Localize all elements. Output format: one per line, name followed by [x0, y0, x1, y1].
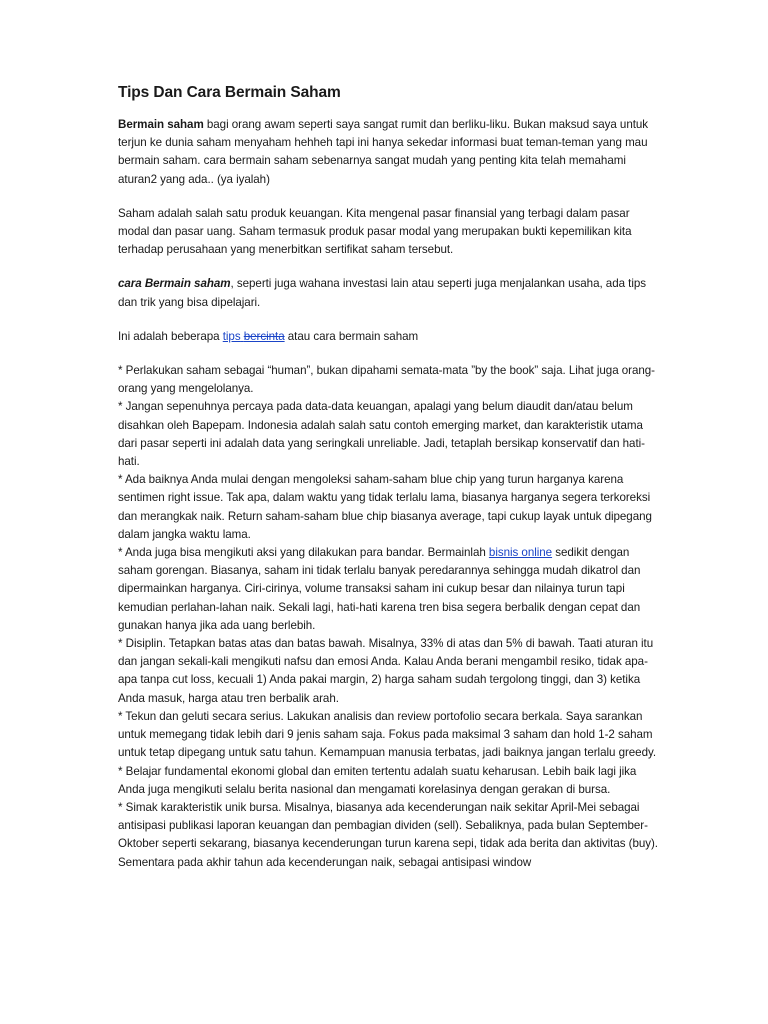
intro-paragraph — [118, 116, 658, 189]
cara-bold-italic: cara Bermain saham — [118, 277, 231, 291]
paragraph-saham: Saham adalah salah satu produk keuangan. Kita mengenal pasar finansial yang terbagi dalam pasar modal dan pasar uang. Saham termasuk produk pasar modal yang merupakan bukti kepemilikan kita terhadap perusahaan yang menerbitkan sertifikat saham tersebut. — [118, 206, 632, 257]
intro-text: bagi orang awam seperti saya sangat rumit dan berliku-liku. Bukan maksud saya untuk terjun ke dunia saham menyaham hehheh tapi ini hanya sekedar informasi buat teman-teman yang mau bermain saham. cara bermain saham sebenarnya sangat mudah yang penting kita telah memahami aturan2 yang ada.. (ya iyalah) — [118, 118, 649, 186]
tip-item-8: * Simak karakteristik unik bursa. Misalnya, biasanya ada kecenderungan naik sekitar April-Mei sebagai antisipasi publikasi laporan keuangan dan pembagian dividen (sell). Sebaliknya, pada bulan September-Oktober seperti sekarang, biasanya kecenderungan turun karena sepi, tidak ada berita dan aktivitas (buy). Sementara pada akhir tahun ada kecenderungan naik, sebagai antisipasi window — [118, 800, 658, 869]
bercinta-link-text: bercinta — [243, 329, 285, 343]
tips-link-text: tips — [222, 329, 241, 343]
tip-item-7: * Belajar fundamental ekonomi global dan emiten tertentu adalah suatu keharusan. Lebih baik lagi jika Anda juga mengikuti selalu berita nasional dan mengamati korelasinya dengan gerakan di bursa. — [118, 764, 637, 796]
bisnis-online-link[interactable]: bisnis online — [488, 546, 553, 560]
cara-text: , seperti juga wahana investasi lain atau seperti juga menjalankan usaha, ada tips dan trik yang bisa dipelajari. — [118, 277, 647, 309]
tips-intro-after: atau cara bermain saham — [284, 329, 419, 343]
paragraph-cara — [118, 275, 658, 311]
tip-item-4 — [118, 544, 658, 635]
paragraph-tips-intro — [118, 328, 658, 346]
page-title: Tips Dan Cara Bermain Saham — [118, 84, 341, 101]
tip-item-1: * Perlakukan saham sebagai “human”, bukan dipahami semata-mata ”by the book” saja. Lihat juga orang-orang yang mengelolanya. — [118, 364, 655, 396]
document-content — [118, 84, 658, 872]
intro-bold: Bermain saham — [118, 118, 204, 131]
tips-list — [118, 362, 658, 872]
tip-item-5: * Disiplin. Tetapkan batas atas dan batas bawah. Misalnya, 33% di atas dan 5% di bawah. Taati aturan itu dan jangan sekali-kali mengikuti nafsu dan emosi Anda. Kalau Anda berani mengambil resiko, tidak apa-apa tanpa cut loss, kecuali 1) Anda pakai margin, 2) harga saham sudah tergolong tinggi, dan 3) ketika Anda masuk, harga atau tren berbalik arah. — [118, 637, 654, 705]
tip-item-2: * Jangan sepenuhnya percaya pada data-data keuangan, apalagi yang belum diaudit dan/atau belum disahkan oleh Bapepam. Indonesia adalah salah satu contoh emerging market, dan karakteristik utama dari pasar seperti ini adalah data yang seringkali unreliable. Jadi, tetaplah bersikap konservatif dan hati-hati. — [118, 400, 645, 469]
tips-intro-before: Ini adalah beberapa — [118, 329, 223, 343]
tip4-after: sedikit dengan saham gorengan. Biasanya, saham ini tidak terlalu banyak peredarannya sehingga mudah dikatrol dan dipermainkan harganya. Ciri-cirinya, volume transaksi saham ini cukup besar dan nilainya turun tapi kemudian perlahan-lahan naik. Sekali lagi, hati-hati karena tren bisa segera berbalik dengan cepat dan gunakan hanya jika ada uang berlebih. — [118, 546, 641, 632]
tip-item-3: * Ada baiknya Anda mulai dengan mengoleksi saham-saham blue chip yang turun harganya karena sentimen right issue. Tak apa, dalam waktu yang tidak terlalu lama, biasanya harganya segera terkoreksi dan merangkak naik. Return saham-saham blue chip biasanya average, tapi cukup layak untuk dipegang dalam jangka waktu lama. — [118, 473, 652, 541]
tip-item-6: * Tekun dan geluti secara serius. Lakukan analisis dan review portofolio secara berkala. Saya sarankan untuk memegang tidak lebih dari 9 jenis saham saja. Fokus pada maksimal 3 saham dan hold 1-2 saham untuk tetap dipegang untuk satu tahun. Kemampuan manusia terbatas, jadi baiknya jangan terlalu greedy. — [118, 709, 657, 760]
tip4-before: * Anda juga bisa mengikuti aksi yang dilakukan para bandar. Bermainlah — [118, 546, 489, 560]
tips-link[interactable] — [223, 330, 285, 343]
